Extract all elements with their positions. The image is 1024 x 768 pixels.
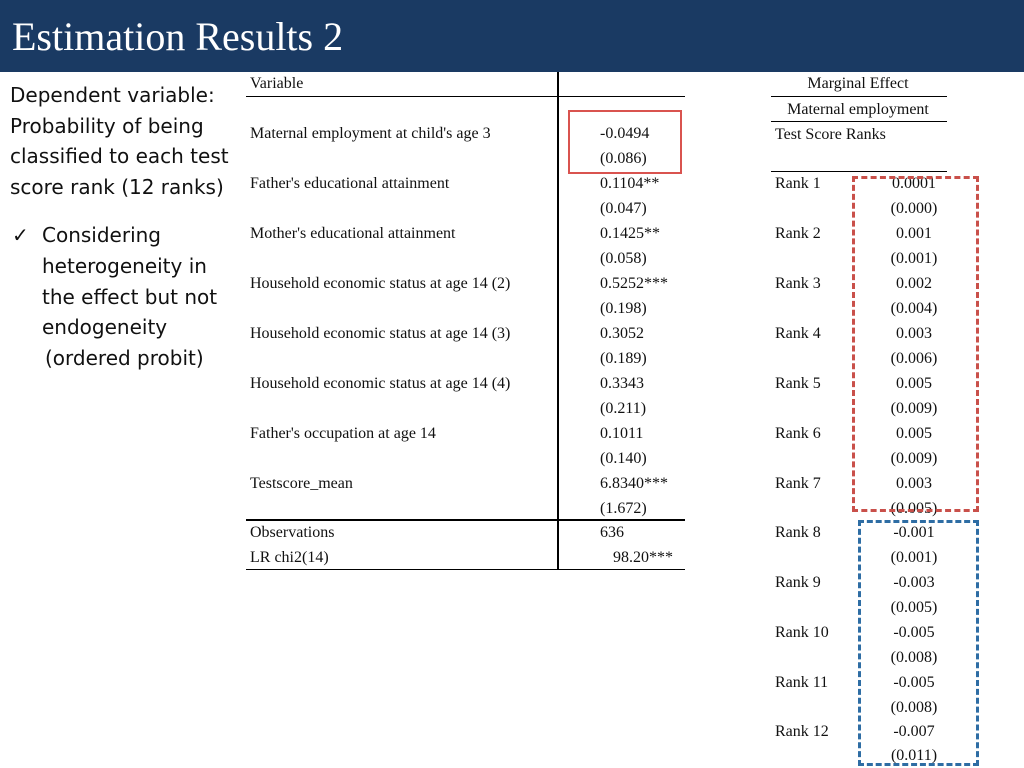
title-bar bbox=[0, 0, 1024, 72]
marginal-se: (0.009) bbox=[890, 450, 938, 467]
variable-label: Testscore_mean bbox=[250, 475, 353, 492]
rank-label: Rank 11 bbox=[775, 674, 829, 691]
marginal-value: 0.0001 bbox=[892, 175, 936, 192]
dependent-variable-text: Dependent variable: Probability of being classified to each test score rank (12 ranks) bbox=[10, 83, 229, 199]
subheader-rule bbox=[771, 121, 947, 122]
rank-label: Rank 9 bbox=[775, 574, 821, 591]
bullet-text: Considering heterogeneity in the effect but not endogeneity bbox=[42, 223, 218, 340]
marginal-value: 0.005 bbox=[896, 375, 932, 392]
rank-label: Rank 2 bbox=[775, 225, 821, 242]
marginal-value: -0.005 bbox=[893, 624, 935, 641]
header-rule-right bbox=[559, 96, 685, 97]
marginal-value: 0.005 bbox=[896, 425, 932, 442]
variable-label: Maternal employment at child's age 3 bbox=[250, 125, 491, 142]
marginal-se: (0.005) bbox=[890, 599, 938, 616]
variable-label: Household economic status at age 14 (2) bbox=[250, 275, 511, 292]
marginal-se: (0.006) bbox=[890, 350, 938, 367]
positive-effects-highlight-box bbox=[852, 176, 979, 512]
rank-label: Rank 4 bbox=[775, 325, 821, 342]
marginal-header: Marginal Effect bbox=[807, 75, 909, 92]
rank-header-rule bbox=[771, 171, 947, 172]
header-rule-left bbox=[246, 96, 557, 97]
standard-error: (1.672) bbox=[600, 500, 647, 517]
marginal-se: (0.005) bbox=[890, 500, 938, 517]
marginal-se: (0.008) bbox=[890, 699, 938, 716]
coefficient: 0.3052 bbox=[600, 325, 644, 342]
marginal-value: 0.002 bbox=[896, 275, 932, 292]
slide-title: Estimation Results 2 bbox=[12, 14, 344, 59]
observations-value: 636 bbox=[600, 524, 624, 541]
column-divider bbox=[557, 72, 559, 570]
variable-label: Household economic status at age 14 (3) bbox=[250, 325, 511, 342]
coefficient: 0.3343 bbox=[600, 375, 644, 392]
rank-label: Rank 7 bbox=[775, 475, 821, 492]
standard-error: (0.058) bbox=[600, 250, 647, 267]
marginal-se: (0.004) bbox=[890, 300, 938, 317]
marginal-value: 0.001 bbox=[896, 225, 932, 242]
rank-label: Rank 5 bbox=[775, 375, 821, 392]
marginal-se: (0.000) bbox=[890, 200, 938, 217]
rank-label: Rank 1 bbox=[775, 175, 821, 192]
marginal-se: (0.009) bbox=[890, 400, 938, 417]
marginal-value: -0.007 bbox=[893, 723, 935, 740]
variable-label: Household economic status at age 14 (4) bbox=[250, 375, 511, 392]
marginal-header-rule bbox=[771, 96, 947, 97]
marginal-se: (0.008) bbox=[890, 649, 938, 666]
maternal-employment-header: Maternal employment bbox=[787, 101, 929, 118]
coefficient: 0.1425** bbox=[600, 225, 660, 242]
marginal-value: -0.003 bbox=[893, 574, 935, 591]
bullet-note: (ordered probit) bbox=[45, 345, 204, 370]
test-score-ranks-header: Test Score Ranks bbox=[775, 126, 886, 143]
marginal-value: 0.003 bbox=[896, 475, 932, 492]
bullet-item bbox=[10, 220, 235, 342]
marginal-se: (0.001) bbox=[890, 250, 938, 267]
coefficient: 6.8340*** bbox=[600, 475, 668, 492]
rank-label: Rank 8 bbox=[775, 524, 821, 541]
coefficient: 0.1104** bbox=[600, 175, 660, 192]
sidebar bbox=[10, 80, 235, 373]
coefficient: 0.1011 bbox=[600, 425, 644, 442]
marginal-value: -0.001 bbox=[893, 524, 935, 541]
rank-label: Rank 3 bbox=[775, 275, 821, 292]
maternal-employment-highlight-box bbox=[568, 110, 682, 174]
standard-error: (0.189) bbox=[600, 350, 647, 367]
standard-error: (0.086) bbox=[600, 150, 647, 167]
marginal-se: (0.001) bbox=[890, 549, 938, 566]
standard-error: (0.198) bbox=[600, 300, 647, 317]
standard-error: (0.140) bbox=[600, 450, 647, 467]
rank-label: Rank 10 bbox=[775, 624, 829, 641]
footer-bottom-rule bbox=[246, 569, 685, 570]
variable-label: Mother's educational attainment bbox=[250, 225, 456, 242]
lr-chi2-value: 98.20*** bbox=[613, 549, 673, 566]
marginal-se: (0.011) bbox=[890, 747, 938, 764]
coefficient: -0.0494 bbox=[600, 125, 650, 142]
negative-effects-highlight-box bbox=[858, 520, 979, 766]
marginal-value: -0.005 bbox=[893, 674, 935, 691]
variable-label: Father's educational attainment bbox=[250, 175, 450, 192]
footer-top-rule bbox=[246, 519, 685, 521]
lr-chi2-label: LR chi2(14) bbox=[250, 549, 329, 566]
rank-label: Rank 6 bbox=[775, 425, 821, 442]
coefficient: 0.5252*** bbox=[600, 275, 668, 292]
variable-label: Father's occupation at age 14 bbox=[250, 425, 436, 442]
rank-label: Rank 12 bbox=[775, 723, 829, 740]
checkmark-icon: ✓ bbox=[12, 223, 29, 248]
observations-label: Observations bbox=[250, 524, 335, 541]
marginal-value: 0.003 bbox=[896, 325, 932, 342]
standard-error: (0.047) bbox=[600, 200, 647, 217]
standard-error: (0.211) bbox=[600, 400, 647, 417]
variable-header: Variable bbox=[250, 75, 304, 92]
